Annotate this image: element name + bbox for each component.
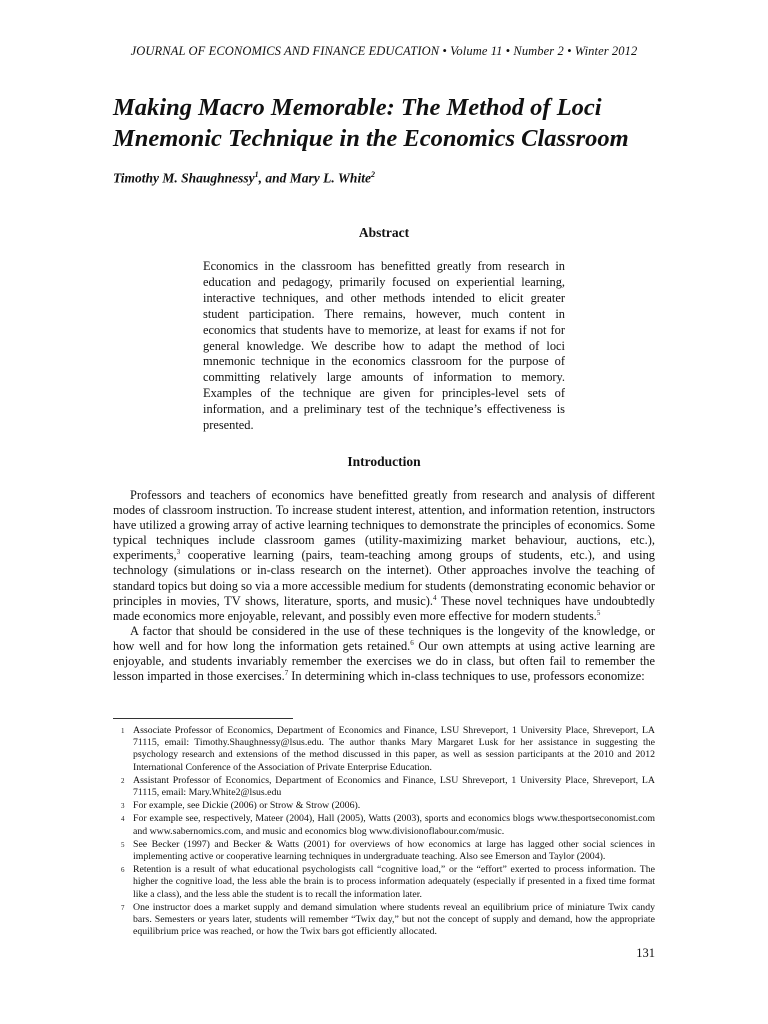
introduction-heading: Introduction: [347, 454, 421, 469]
paragraph-text: A factor that should be considered in the use of these techniques is the longevity of the knowledge, or how well and for how long the information gets retained.: [113, 623, 655, 653]
footnote-number: 6: [121, 866, 125, 875]
footnote-ref-7[interactable]: 7: [284, 669, 289, 677]
paragraph-text: These novel techniques have undoubtedly made economics more enjoyable, relevant, and possibly even more effective for modern students.: [113, 593, 656, 623]
footnote-ref-3[interactable]: 3: [176, 548, 181, 557]
footnote-ref-6[interactable]: 6: [410, 638, 414, 647]
footnote: [121, 902, 655, 939]
footnote-text: For example see, respectively, Mateer (2004), Hall (2005), Watts (2003), sports and economics blogs www.thesportseconomist.com and www.sabernomics.com, and music and economics blog www.divisionoflabour.com/music.: [133, 813, 655, 837]
footnote-text: For example, see Dickie (2006) or Strow & Strow (2006).: [133, 800, 361, 812]
footnote: [121, 839, 655, 863]
footnote-text: Assistant Professor of Economics, Department of Economics and Finance, LSU Shreveport, 1 University Place, Shreveport, LA 71115, email: Mary.White2@lsus.edu: [133, 774, 655, 799]
footnote: [121, 864, 655, 901]
footnote-text: Associate Professor of Economics, Department of Economics and Finance, LSU Shreveport, 1 University Place, Shreveport, LA 71115, email: Timothy.Shaughnessy@lsus.edu. The author thanks Mary Margaret Lusk for her assistance in suggesting the psychology research and extensions of the method discussed in this paper, as well as session participants at the 2010 and 2012 International Conference of the Association of Private Enterprise Education.: [133, 725, 655, 773]
footnote-ref-4[interactable]: 4: [433, 593, 437, 602]
footnote-text: Retention is a result of what educational psychologists call “cognitive load,” or the “effort” exerted to process information. The higher the cognitive load, the less able the brain is to process information adequately (especially if presented in a fixed time format like a class), and the less able the student is to recall the information later.: [133, 864, 655, 900]
author-2-name: , and Mary L. White: [258, 170, 371, 186]
author-line: [113, 170, 375, 187]
paragraph-text: Our own attempts at using active learning are enjoyable, and students invariably remember the exercises we do in class, but often fail to remember the lesson imparted in those exercises.: [113, 638, 655, 684]
abstract-text: Economics in the classroom has benefitted greatly from research in education and pedagogy, primarily focused on experiential learning, interactive techniques, and other methods intended to elicit greater student participation. There remains, however, much content in economics that students have to memorize, at least for exams if not for general knowledge. We describe how to adapt the method of loci mnemonic technique in the economics classroom for the purpose of committing relatively large amounts of information to memory. Examples of the technique are given for principles-level sets of information, and a preliminary test of the technique’s effectiveness is presented.: [203, 259, 565, 433]
footnote-number: 7: [121, 903, 125, 912]
paragraph-text: Professors and teachers of economics have benefitted greatly from research and analysis of different modes of classroom instruction. To increase student interest, attention, and information retention, instructors have utilized a growing array of active learning techniques to demonstrate the principles of economics. Some typical techniques include classroom games (utility-maximizing market behaviour, auctions, etc.), experiments,: [113, 488, 655, 563]
footnote-number: 3: [121, 802, 125, 811]
footnote-number: 5: [121, 840, 125, 849]
footnote-text: One instructor does a market supply and demand simulation where students reveal an equilibrium price of miniature Twix candy bars. Semesters or years later, students will remember “Twix day,” but not the concept of supply and demand, how the appropriate equilibrium price was reached, or how the Twix bars got efficiently allocated.: [133, 901, 655, 938]
introduction-body: [113, 488, 655, 684]
paper-title: Making Macro Memorable: The Method of Loci Mnemonic Technique in the Economics Classroom: [113, 94, 629, 152]
footnote-divider: [113, 718, 293, 719]
footnote-number: 1: [121, 727, 125, 735]
introduction-paragraph-1: [113, 488, 655, 624]
footnote-text: See Becker (1997) and Becker & Watts (2001) for overviews of how economics at large has lagged other social sciences in implementing active or cooperative learning techniques in undergraduate teaching. Also see Emerson and Taylor (2004).: [133, 838, 655, 863]
footnote-number: 2: [121, 776, 125, 785]
author-1-name: Timothy M. Shaughnessy: [113, 170, 255, 186]
footnotes: [121, 725, 655, 939]
paragraph-text: In determining which in-class techniques to use, professors economize:: [288, 669, 645, 684]
footnote: [121, 775, 655, 799]
footnote: [121, 725, 655, 774]
page-number: 131: [636, 946, 655, 960]
author-1-footnote-mark[interactable]: 1: [254, 170, 259, 179]
paragraph-text: cooperative learning (pairs, team-teaching among groups of students, etc.), and using technology (simulations or in-class research on the internet). Other approaches involve the teaching of standard topics but doing so via a more accessible medium for students (demonstrating economic behavior or principles in movies, TV shows, literature, sports, and music).: [113, 548, 655, 608]
footnote: [121, 813, 655, 837]
footnote: [121, 800, 655, 812]
footnote-number: 4: [121, 815, 125, 824]
introduction-paragraph-2: [113, 624, 655, 684]
abstract-heading: Abstract: [358, 225, 410, 240]
author-2-footnote-mark[interactable]: 2: [370, 170, 375, 179]
footnote-ref-5[interactable]: 5: [596, 608, 601, 617]
running-header: JOURNAL OF ECONOMICS AND FINANCE EDUCATION • Volume 11 • Number 2 • Winter 2012: [130, 44, 638, 58]
